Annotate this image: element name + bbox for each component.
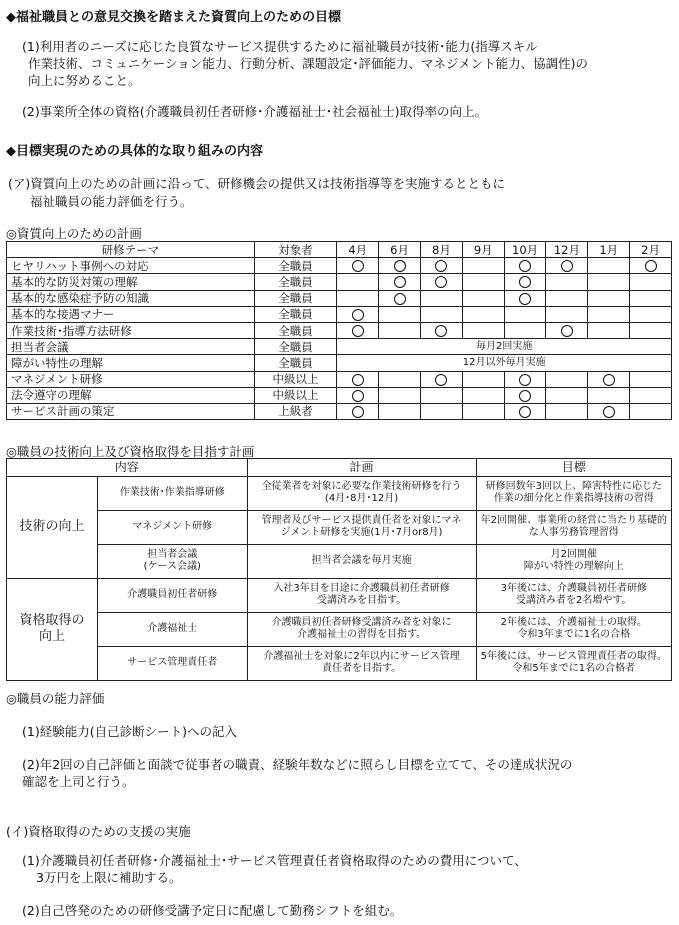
table-row: [7, 646, 672, 680]
scheduled-circle-icon: [352, 374, 364, 386]
month-cell: [379, 387, 421, 403]
scheduled-circle-icon: [352, 309, 364, 321]
goal-1-line-2: 作業技術、コミュニケーション能力、行動分析、課題設定･評価能力、マネジメント能力、協調性)の: [28, 56, 589, 71]
month-cell: [630, 387, 672, 403]
month-cell: [546, 274, 588, 290]
training-theme: マネジメント研修: [7, 371, 255, 387]
training-target: 中級以上: [254, 387, 337, 403]
eval-section-title: ◎職員の能力評価: [6, 691, 105, 706]
header-theme: 研修テーマ: [7, 242, 255, 258]
scheduled-circle-icon: [394, 293, 406, 305]
month-cell: [630, 274, 672, 290]
schedule-note: 12月以外毎月実施: [337, 355, 672, 371]
month-cell: [504, 387, 546, 403]
scheduled-circle-icon: [561, 325, 573, 337]
goal-1-line-3: 向上に努めること。: [28, 73, 141, 88]
scheduled-circle-icon: [394, 276, 406, 288]
training-target: 全職員: [254, 339, 337, 355]
table-row: [7, 355, 672, 371]
month-cell: [379, 322, 421, 338]
month-cell: [546, 258, 588, 274]
table-row: [7, 510, 672, 544]
plan-cell: 管理者及びサービス提供責任者を対象にマネ ジメント研修を実施(1月･7月or8月): [247, 510, 476, 544]
training-target: 中級以上: [254, 371, 337, 387]
training-plan-table: [6, 241, 672, 420]
category-cell: 資格取得の 向上: [7, 578, 98, 680]
month-cell: [630, 403, 672, 419]
training-target: 全職員: [254, 274, 337, 290]
scheduled-circle-icon: [603, 374, 615, 386]
goal-cell: 5年後には、サービス管理責任者の取得。 令和5年までに1名の合格者: [476, 646, 671, 680]
training-theme: 担当者会議: [7, 339, 255, 355]
table-row: [7, 476, 672, 510]
training-theme: サービス計画の策定: [7, 403, 255, 419]
header-month: 10月: [504, 242, 546, 258]
month-cell: [379, 290, 421, 306]
table-row: [7, 371, 672, 387]
month-cell: [379, 403, 421, 419]
month-cell: [379, 258, 421, 274]
scheduled-circle-icon: [435, 325, 447, 337]
month-cell: [588, 371, 630, 387]
header-plan: 計画: [247, 459, 476, 477]
month-cell: [337, 258, 379, 274]
item-cell: マネジメント研修: [98, 510, 248, 544]
table-row: [7, 274, 672, 290]
month-cell: [462, 274, 504, 290]
month-cell: [421, 274, 463, 290]
scheduled-circle-icon: [519, 374, 531, 386]
schedule-note: 毎月2回実施: [337, 339, 672, 355]
table-header-row: [7, 242, 672, 258]
scheduled-circle-icon: [435, 374, 447, 386]
scheduled-circle-icon: [435, 260, 447, 272]
training-target: 全職員: [254, 355, 337, 371]
month-cell: [462, 322, 504, 338]
scheduled-circle-icon: [519, 260, 531, 272]
goal-cell: 月2回開催 障がい特性の理解向上: [476, 544, 671, 578]
item-cell: 作業技術･作業指導研修: [98, 476, 248, 510]
month-cell: [337, 290, 379, 306]
month-cell: [588, 290, 630, 306]
month-cell: [337, 403, 379, 419]
scheduled-circle-icon: [352, 406, 364, 418]
month-cell: [546, 306, 588, 322]
month-cell: [504, 403, 546, 419]
goal-1-line-1: (1)利用者のニーズに応じた良質なサービス提供するために福祉職員が技術･能力(指導スキル: [22, 39, 538, 54]
eval-2-line-2: 確認を上司と行う。: [22, 774, 135, 789]
month-cell: [546, 403, 588, 419]
month-cell: [337, 371, 379, 387]
month-cell: [337, 322, 379, 338]
heading-actions: ◆目標実現のための具体的な取り組みの内容: [6, 144, 263, 159]
header-month: 6月: [379, 242, 421, 258]
month-cell: [379, 371, 421, 387]
month-cell: [379, 274, 421, 290]
header-month: 12月: [546, 242, 588, 258]
item-cell: 担当者会議 (ケース会議): [98, 544, 248, 578]
table-row: [7, 387, 672, 403]
header-goal: 目標: [476, 459, 671, 477]
month-cell: [421, 258, 463, 274]
month-cell: [588, 258, 630, 274]
table-row: [7, 258, 672, 274]
month-cell: [504, 274, 546, 290]
goal-cell: 3年後には、介護職員初任者研修 受講済み者を2名増やす。: [476, 578, 671, 612]
header-content: 内容: [7, 459, 248, 477]
skill-plan-table: [6, 458, 672, 681]
month-cell: [588, 322, 630, 338]
header-month: 8月: [421, 242, 463, 258]
scheduled-circle-icon: [352, 390, 364, 402]
month-cell: [462, 306, 504, 322]
table-row: [7, 612, 672, 646]
action-a-line-1: (ア)資質向上のための計画に沿って、研修機会の提供又は技術指導等を実施するとともに: [8, 176, 506, 191]
table-row: [7, 544, 672, 578]
plan-cell: 担当者会議を毎月実施: [247, 544, 476, 578]
training-theme: 作業技術･指導方法研修: [7, 322, 255, 338]
header-month: 1月: [588, 242, 630, 258]
support-section-title: (イ)資格取得のための支援の実施: [6, 824, 191, 839]
scheduled-circle-icon: [352, 325, 364, 337]
table-row: [7, 322, 672, 338]
category-cell: 技術の向上: [7, 476, 98, 578]
item-cell: サービス管理責任者: [98, 646, 248, 680]
header-month: 9月: [462, 242, 504, 258]
training-target: 全職員: [254, 258, 337, 274]
item-cell: 介護福祉士: [98, 612, 248, 646]
table-header-row: [7, 459, 672, 477]
month-cell: [462, 258, 504, 274]
goal-cell: 2年後には、介護福祉士の取得。 令和3年までに1名の合格: [476, 612, 671, 646]
table-row: [7, 403, 672, 419]
support-1-line-2: 3万円を上限に補助する。: [36, 870, 182, 885]
month-cell: [504, 290, 546, 306]
month-cell: [504, 371, 546, 387]
month-cell: [630, 322, 672, 338]
item-cell: 介護職員初任者研修: [98, 578, 248, 612]
table-row: [7, 578, 672, 612]
training-theme: 基本的な接遇マナー: [7, 306, 255, 322]
month-cell: [504, 322, 546, 338]
action-a-line-2: 福祉職員の能力評価を行う。: [30, 194, 193, 209]
support-1-line-1: (1)介護職員初任者研修･介護福祉士･サービス管理責任者資格取得のための費用について、: [22, 853, 527, 868]
skill-section-title: ◎職員の技術向上及び資格取得を目指す計画: [6, 444, 255, 459]
month-cell: [588, 403, 630, 419]
month-cell: [588, 387, 630, 403]
training-theme: 法令遵守の理解: [7, 387, 255, 403]
month-cell: [546, 290, 588, 306]
training-theme: 基本的な防災対策の理解: [7, 274, 255, 290]
support-2: (2)自己啓発のための研修受講予定日に配慮して勤務シフトを組む。: [22, 903, 403, 918]
month-cell: [588, 274, 630, 290]
month-cell: [504, 258, 546, 274]
eval-2-line-1: (2)年2回の自己評価と面談で従事者の職責、経験年数などに照らし目標を立てて、その達成状況の: [22, 757, 573, 772]
goal-cell: 研修回数年3回以上、障害特性に応じた 作業の細分化と作業指導技術の習得: [476, 476, 671, 510]
training-target: 全職員: [254, 306, 337, 322]
scheduled-circle-icon: [645, 260, 657, 272]
training-target: 全職員: [254, 322, 337, 338]
plan-cell: 介護職員初任者研修受講済み者を対象に 介護福祉士の習得を目指す。: [247, 612, 476, 646]
header-month: 2月: [630, 242, 672, 258]
month-cell: [421, 306, 463, 322]
month-cell: [462, 403, 504, 419]
month-cell: [630, 306, 672, 322]
scheduled-circle-icon: [603, 406, 615, 418]
scheduled-circle-icon: [519, 293, 531, 305]
training-theme: ヒヤリハット事例への対応: [7, 258, 255, 274]
heading-goals: ◆福祉職員との意見交換を踏まえた資質向上のための目標: [6, 10, 341, 25]
month-cell: [421, 371, 463, 387]
month-cell: [462, 387, 504, 403]
plan-cell: 全従業者を対象に必要な作業技術研修を行う (4月･8月･12月): [247, 476, 476, 510]
month-cell: [421, 322, 463, 338]
scheduled-circle-icon: [519, 276, 531, 288]
eval-1: (1)経験能力(自己診断シート)への記入: [22, 724, 237, 739]
scheduled-circle-icon: [352, 260, 364, 272]
plan-cell: 入社3年目を目途に介護職員初任者研修 受講済みを目指す。: [247, 578, 476, 612]
table-row: [7, 339, 672, 355]
training-target: 上級者: [254, 403, 337, 419]
month-cell: [337, 306, 379, 322]
goal-cell: 年2回開催、事業所の経営に当たり基礎的 な人事労務管理習得: [476, 510, 671, 544]
month-cell: [462, 371, 504, 387]
scheduled-circle-icon: [519, 390, 531, 402]
plan-section-title: ◎資質向上のための計画: [6, 226, 142, 241]
goal-2: (2)事業所全体の資格(介護職員初任者研修･介護福祉士･社会福祉士)取得率の向上。: [22, 104, 487, 119]
header-target: 対象者: [254, 242, 337, 258]
month-cell: [379, 306, 421, 322]
month-cell: [421, 387, 463, 403]
table-row: [7, 306, 672, 322]
month-cell: [337, 274, 379, 290]
scheduled-circle-icon: [435, 276, 447, 288]
scheduled-circle-icon: [561, 260, 573, 272]
table-row: [7, 290, 672, 306]
month-cell: [504, 306, 546, 322]
month-cell: [630, 258, 672, 274]
month-cell: [588, 306, 630, 322]
training-target: 全職員: [254, 290, 337, 306]
month-cell: [546, 322, 588, 338]
scheduled-circle-icon: [394, 260, 406, 272]
header-month: 4月: [337, 242, 379, 258]
month-cell: [630, 371, 672, 387]
month-cell: [462, 290, 504, 306]
plan-cell: 介護福祉士を対象に2年以内にサービス管理 責任者を目指す。: [247, 646, 476, 680]
month-cell: [546, 387, 588, 403]
month-cell: [421, 290, 463, 306]
month-cell: [630, 290, 672, 306]
month-cell: [421, 403, 463, 419]
month-cell: [546, 371, 588, 387]
training-theme: 基本的な感染症予防の知識: [7, 290, 255, 306]
scheduled-circle-icon: [519, 406, 531, 418]
month-cell: [337, 387, 379, 403]
training-theme: 障がい特性の理解: [7, 355, 255, 371]
